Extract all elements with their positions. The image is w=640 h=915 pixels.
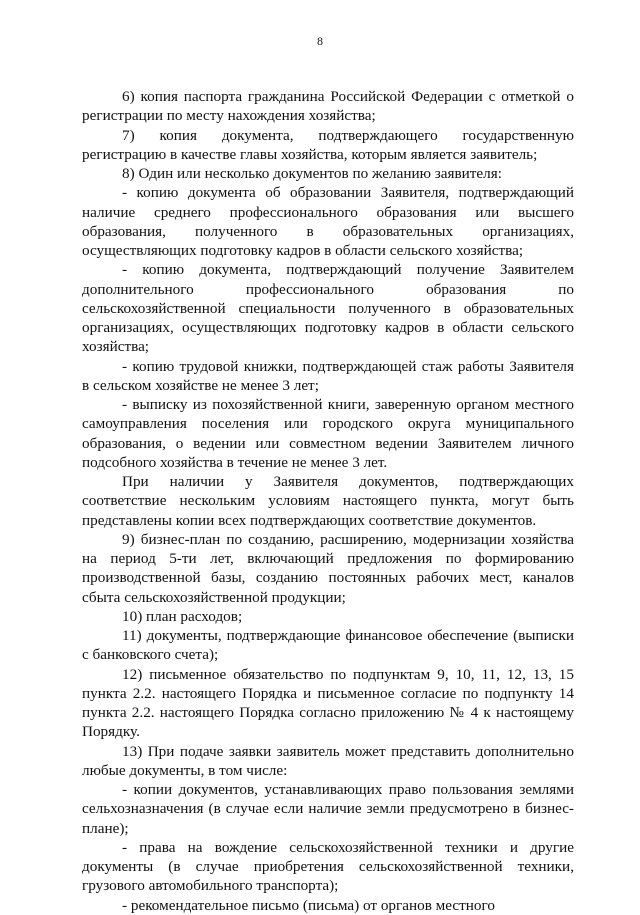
paragraph-employment-record: - копию трудовой книжки, подтверждающей стаж работы Заявителя в сельском хозяйстве не менее 3 лет; — [82, 357, 574, 394]
paragraph-item-10-expense-plan: 10) план расходов; — [122, 607, 243, 625]
paragraph-item-11-financial-docs: 11) документы, подтверждающие финансовое обеспечение (выписки с банковского счета); — [82, 627, 574, 664]
paragraph-item-9-business-plan: 9) бизнес-план по созданию, расширению, модернизации хозяйства на период 5-ти лет, включающий предложения по формированию производственной базы, созданию постоянных рабочих мест, каналов сбыта сельскохозяйственной продукции; — [82, 530, 574, 606]
paragraph-additional-education-copy: - копию документа, подтверждающий получение Заявителем дополнительного профессионального образования по сельскохозяйственной специальности полученного в образовательных организациях, осуществляющих подготовку кадров в области сельского хозяйства; — [82, 261, 574, 356]
document-body — [82, 87, 574, 915]
paragraph-item-8-optional-docs: 8) Один или несколько документов по желанию заявителя: — [122, 165, 502, 182]
paragraph-driving-rights: - права на вождение сельскохозяйственной техники и другие документы (в случае приобретения сельскохозяйственной техники, грузового автомобильного транспорта); — [82, 838, 574, 895]
paragraph-land-use-docs: - копии документов, устанавливающих право пользования землями сельхозназначения (в случае если наличие земли предусмотрено в бизнес-плане); — [82, 781, 574, 837]
paragraph-item-13-additional-docs: 13) При подаче заявки заявитель может представить дополнительно любые документы, в том числе: — [82, 742, 574, 779]
paragraph-recommendation-letter: - рекомендательное письмо (письма) от органов местного — [122, 896, 495, 914]
paragraph-item-7-registration: 7) копия документа, подтверждающего государственную регистрацию в качестве главы хозяйства, которым является заявитель; — [82, 126, 574, 163]
paragraph-item-12-obligation: 12) письменное обязательство по подпунктам 9, 10, 11, 12, 13, 15 пункта 2.2. настоящего Порядка и письменное согласие по подпункту 14 пункта 2.2. настоящего Порядка согласно приложению № 4 к настоящему Порядку. — [82, 665, 574, 741]
paragraph-education-copy: - копию документа об образовании Заявителя, подтверждающий наличие среднего профессионального образования или высшего образования, полученного в образовательных организациях, осуществляющих подготовку кадров в области сельского хозяйства; — [82, 184, 574, 259]
paragraph-item-6-passport: 6) копия паспорта гражданина Российской Федерации с отметкой о регистрации по месту нахождения хозяйства; — [82, 88, 574, 125]
paragraph-household-book-extract: - выписку из похозяйственной книги, заверенную органом местного самоуправления поселения или городского округа муниципального образования, о ведении или совместном ведении Заявителем личного подсобного хозяйства в течение не менее 3 лет. — [82, 396, 574, 471]
page-number: 8 — [317, 34, 323, 48]
paragraph-multiple-conditions: При наличии у Заявителя документов, подтверждающих соответствие нескольким условиям настоящего пункта, могут быть представлены копии всех подтверждающих соответствие документов. — [82, 473, 574, 529]
